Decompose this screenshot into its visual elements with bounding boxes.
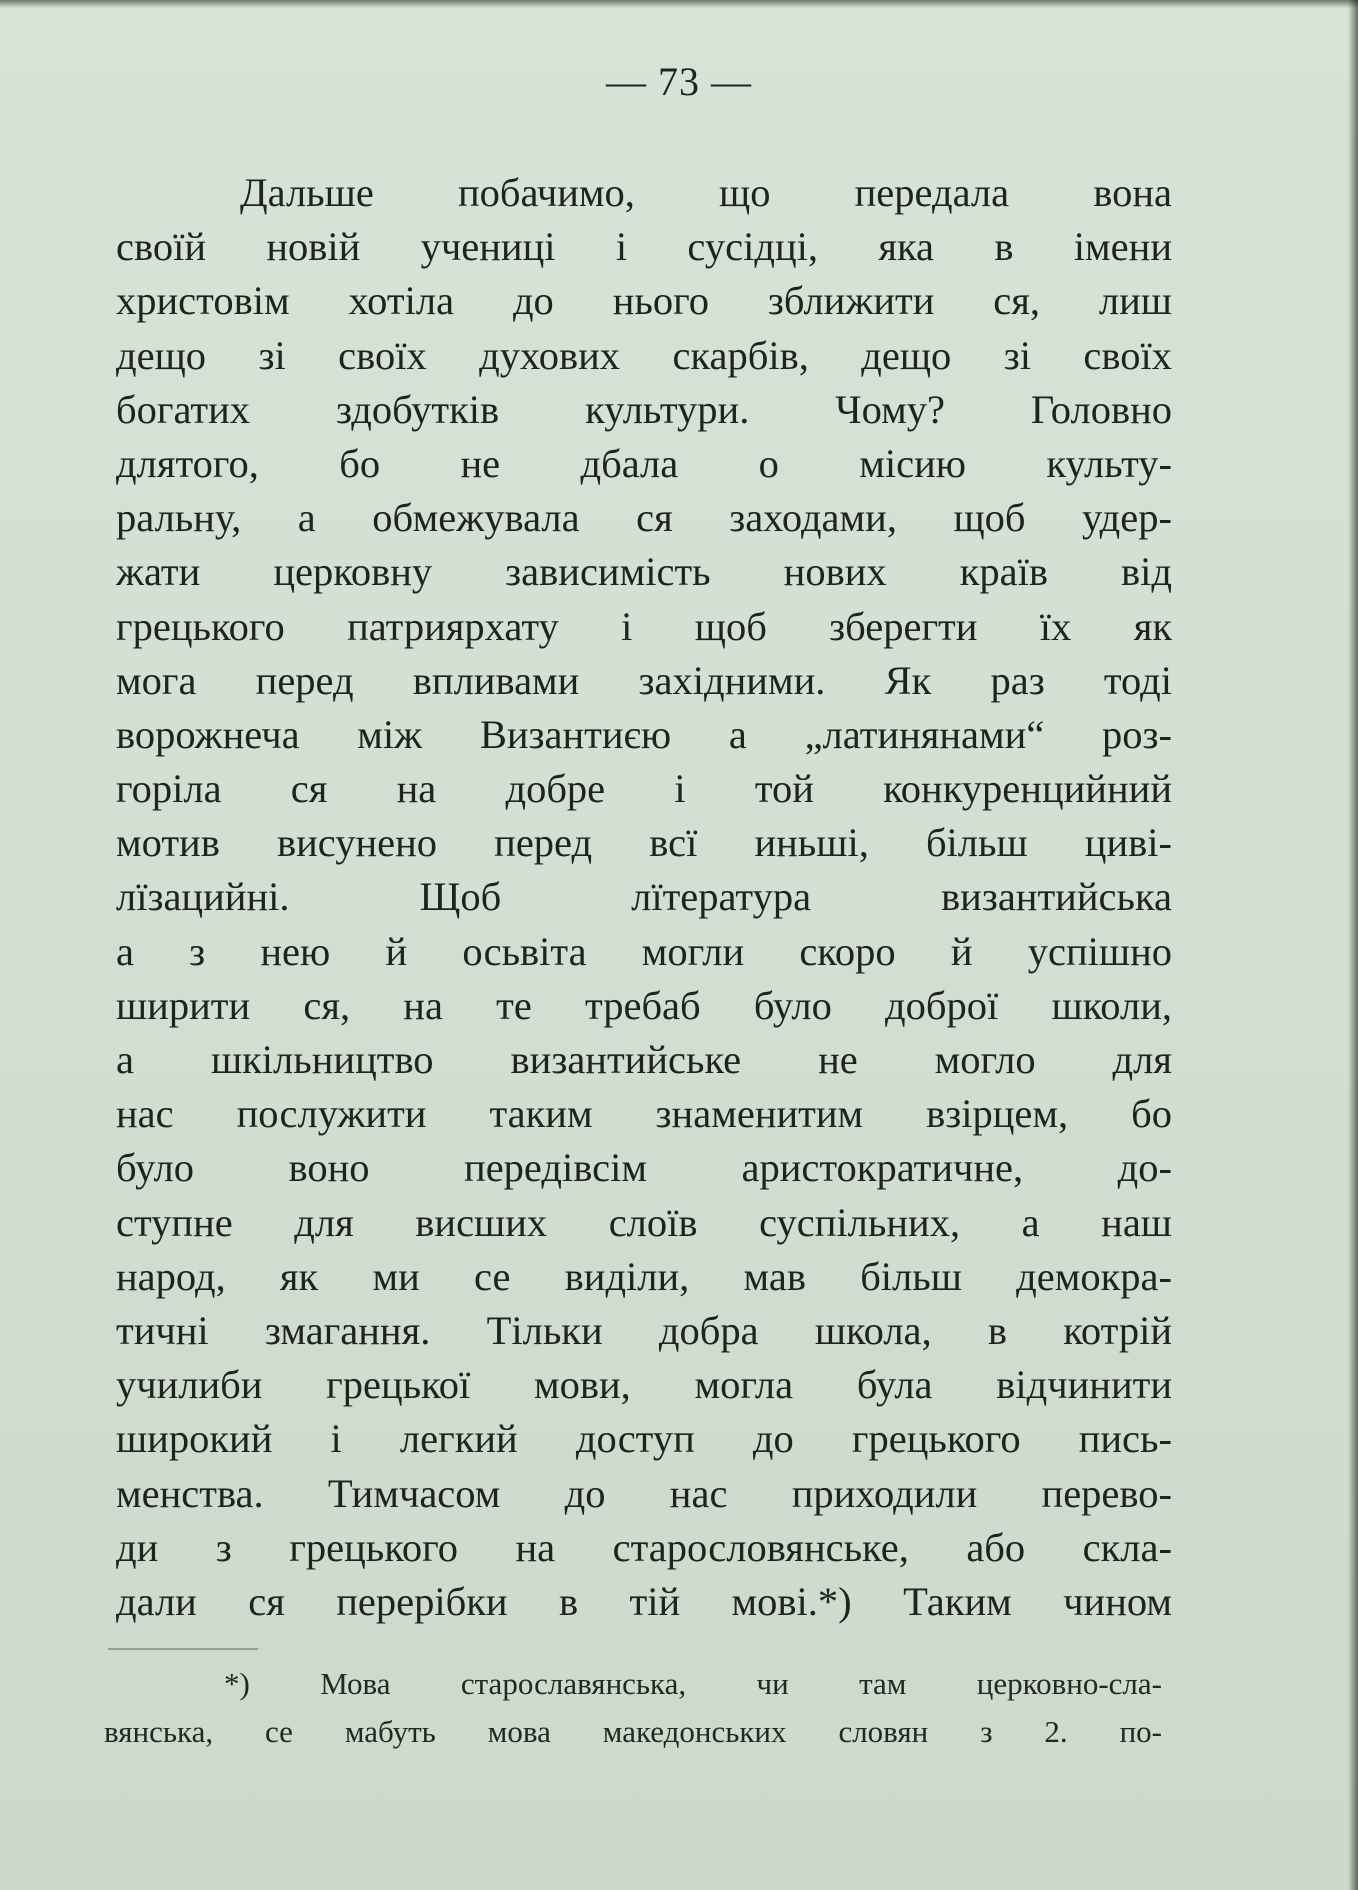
body-text — [116, 166, 1172, 1629]
text-line: горіла ся на добре і той конкуренцийний — [116, 766, 1172, 812]
text-line: було воно передівсім аристократичне, до- — [116, 1145, 1172, 1191]
text-line: менства. Тимчасом до нас приходили перево- — [116, 1470, 1172, 1516]
text-line: ди з грецького на старословянське, або скла- — [116, 1524, 1172, 1570]
page-number: — 73 — — [606, 59, 752, 104]
text-line: а з нею й осьвіта могли скоро й успішно — [116, 928, 1172, 974]
text-line: училиби грецької мови, могла була відчинити — [116, 1362, 1172, 1408]
text-line: своїй новій учениці і сусідці, яка в імени — [116, 224, 1172, 270]
text-line: народ, як ми се виділи, мав більш демокра- — [116, 1253, 1172, 1299]
text-line: дещо зі своїх духових скарбів, дещо зі своїх — [116, 332, 1172, 378]
text-line: жати церковну зависимість нових країв від — [116, 549, 1172, 595]
text-line: лїзацийні. Щоб лїтература византийська — [116, 874, 1172, 920]
text-line: мога перед впливами західними. Як раз тоді — [116, 657, 1172, 703]
text-line: тичні змагання. Тільки добра школа, в котрій — [116, 1307, 1172, 1353]
page-top-edge-shadow — [0, 0, 1358, 8]
text-line: богатих здобутків культури. Чому? Головно — [116, 386, 1172, 432]
text-line: ральну, а обмежувала ся заходами, щоб удер- — [116, 495, 1172, 541]
footnote-line: *) Мова старославянська, чи там церковно-сла- — [224, 1666, 1162, 1701]
text-line: христовім хотіла до нього зближити ся, лиш — [116, 278, 1172, 324]
text-line: а шкільництво византийське не могло для — [116, 1037, 1172, 1082]
text-line: ширити ся, на те требаб було доброї школи, — [116, 982, 1172, 1028]
text-line: ворожнеча між Византиєю а „латинянами“ роз- — [116, 711, 1172, 757]
text-line: дали ся перерібки в тій мові.*) Таким чином — [116, 1578, 1172, 1624]
text-line: нас послужити таким знаменитим взірцем, бо — [116, 1091, 1172, 1137]
page-right-edge-shadow — [1348, 0, 1358, 1890]
text-line: мотив висунено перед всї иньші, більш циві- — [116, 820, 1172, 866]
footnote — [104, 1660, 1162, 1756]
text-line: широкий і легкий доступ до грецького пись- — [116, 1416, 1172, 1462]
text-line: грецького патриярхату і щоб зберегти їх як — [116, 603, 1172, 649]
text-line: Дальше побачимо, що передала вона — [240, 170, 1172, 215]
footnote-line: вянська, се мабуть мова македонських словян з 2. по- — [104, 1714, 1162, 1749]
text-line: ступне для висших слоїв суспільних, а наш — [116, 1199, 1172, 1245]
footnote-separator — [108, 1648, 258, 1650]
text-line: длятого, бо не дбала о місию культу- — [116, 440, 1172, 486]
